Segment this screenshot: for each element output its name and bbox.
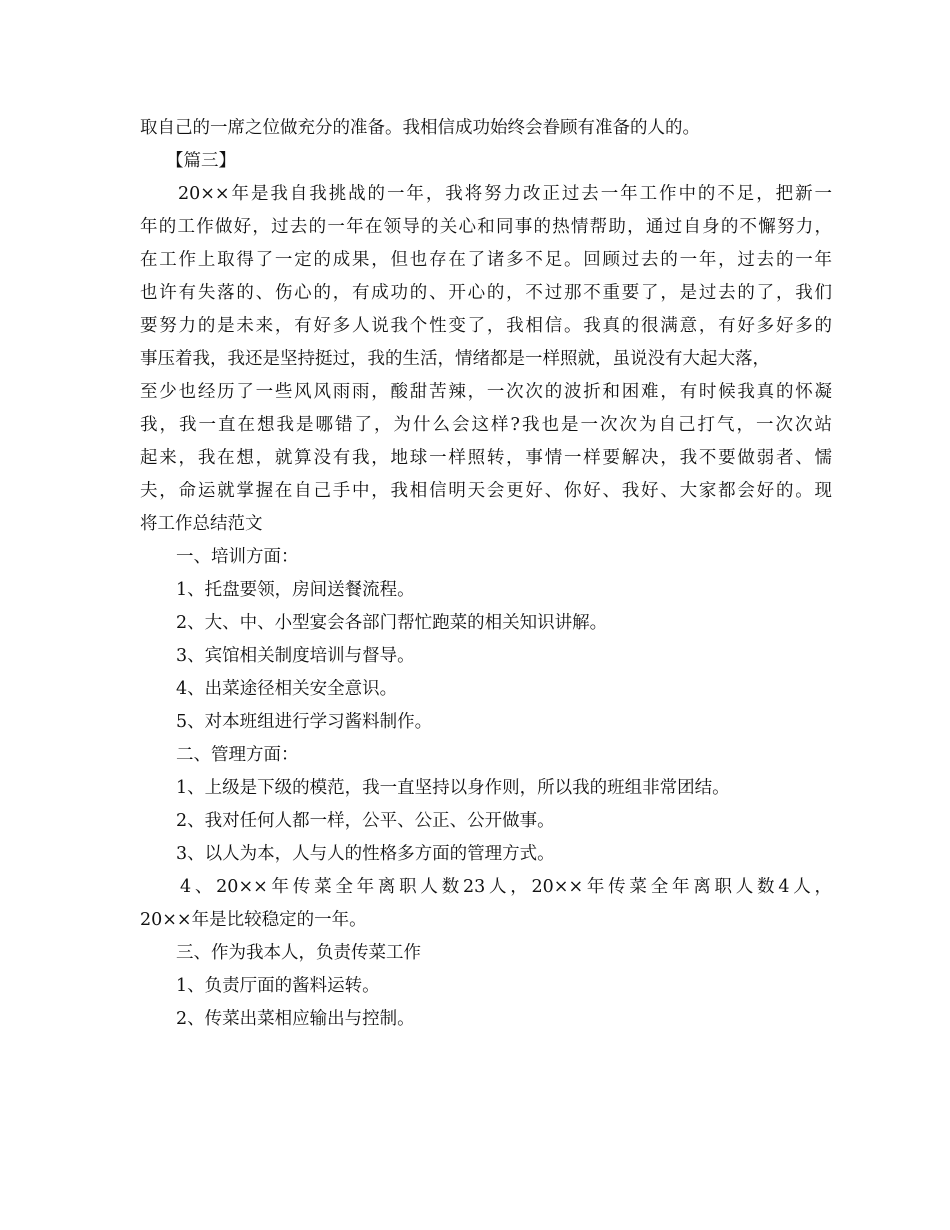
text-line: 在工作上取得了一定的成果，但也存在了诸多不足。回顾过去的一年，过去的一年 [140,250,832,270]
text-line: 将工作总结范文 [140,514,263,534]
list-item: 1、托盘要领，房间送餐流程。 [176,580,415,600]
list-heading: 二、管理方面： [176,745,299,765]
list-item: 1、上级是下级的模范，我一直坚持以身作则，所以我的班组非常团结。 [176,778,730,798]
list-item: 2、我对任何人都一样，公平、公正、公开做事。 [176,811,555,831]
list-item: 2、传菜出菜相应输出与控制。 [176,1009,415,1029]
list-item: 5、对本班组进行学习酱料制作。 [176,712,433,732]
list-heading: 一、培训方面： [176,547,299,567]
list-item: 3、以人为本，人与人的性格多方面的管理方式。 [176,844,555,864]
text-line: 取自己的一席之位做充分的准备。我相信成功始终会眷顾有准备的人的。 [140,118,700,138]
text-line: 起来，我在想，就算没有我，地球一样照转，事情一样要解决，我不要做弱者、懦 [140,448,832,468]
text-line: 至少也经历了一些风风雨雨，酸甜苦辣，一次次的波折和困难，有时候我真的怀凝 [140,382,832,402]
text-line: 20××年是我自我挑战的一年，我将努力改正过去一年工作中的不足，把新一 [178,184,832,204]
list-item: 4、出菜途径相关安全意识。 [176,679,398,699]
text-line: 夫，命运就掌握在自己手中，我相信明天会更好、你好、我好、大家都会好的。现 [140,481,832,501]
section-heading: 【篇三】 [166,151,236,171]
list-item: 3、宾馆相关制度培训与督导。 [176,646,415,666]
list-heading: 三、作为我本人，负责传菜工作 [176,943,421,963]
list-item: 2、大、中、小型宴会各部门帮忙跑菜的相关知识讲解。 [176,613,608,633]
text-line: 要努力的是未来，有好多人说我个性变了，我相信。我真的很满意，有好多好多的 [140,316,832,336]
text-line: 事压着我，我还是坚持挺过，我的生活，情绪都是一样照就，虽说没有大起大落， [140,349,770,369]
text-line: 也许有失落的、伤心的，有成功的、开心的，不过那不重要了，是过去的了，我们 [140,283,832,303]
document-body [140,112,832,1036]
list-item: 1、负责厅面的酱料运转。 [176,976,380,996]
list-item: 4、20××年传菜全年离职人数23人，20××年传菜全年离职人数4人， [180,877,832,897]
text-line: 我，我一直在想我是哪错了，为什么会这样?我也是一次次为自己打气，一次次站 [140,415,832,435]
text-line: 年的工作做好，过去的一年在领导的关心和同事的热情帮助，通过自身的不懈努力， [140,217,832,237]
text-line: 20××年是比较稳定的一年。 [140,910,367,930]
